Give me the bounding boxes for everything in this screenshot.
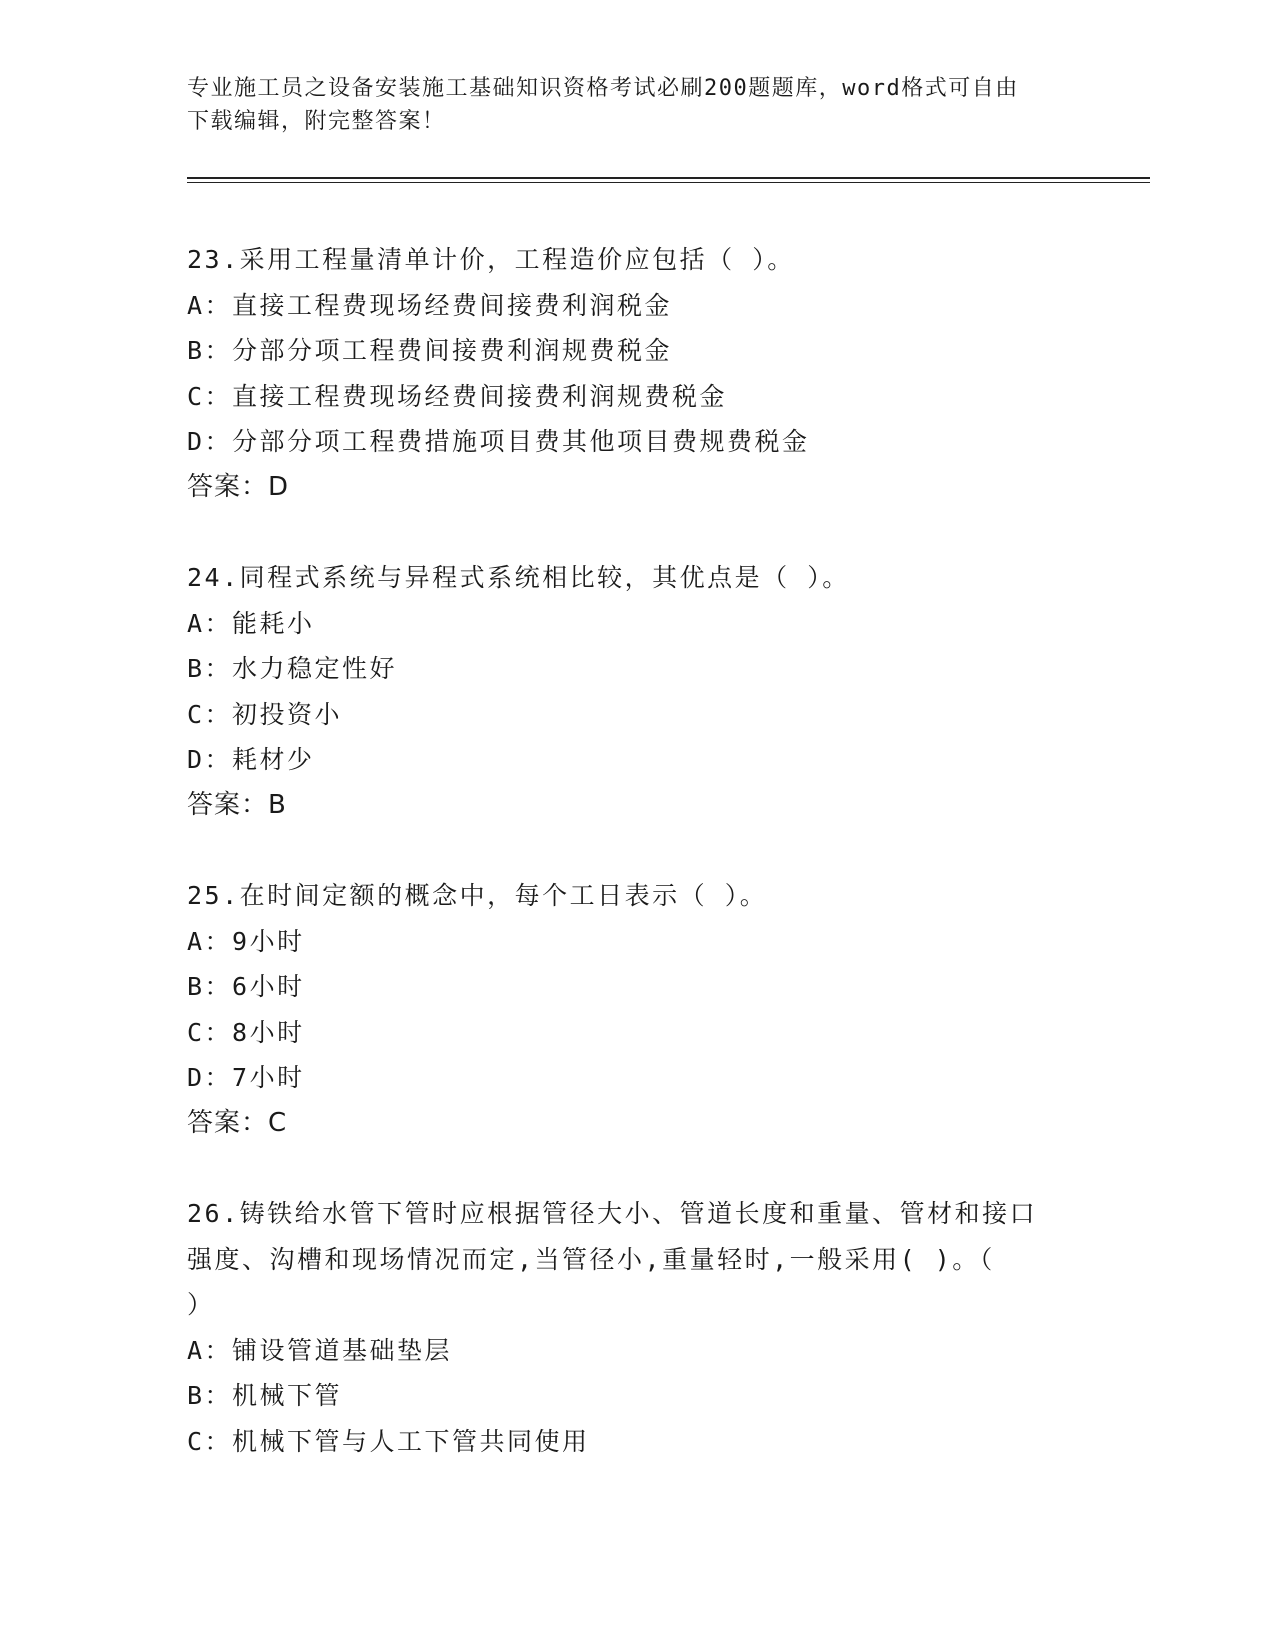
header-divider-thin [187, 182, 1150, 183]
option-b: B：6小时 [187, 972, 305, 1001]
option-c: C：机械下管与人工下管共同使用 [187, 1426, 590, 1456]
question-stem: 25.在时间定额的概念中，每个工日表示（ ）。 [187, 881, 768, 910]
answer: 答案：D [187, 471, 290, 502]
question-stem-line-3: ） [187, 1290, 215, 1319]
answer: 答案：B [187, 789, 287, 820]
option-a: A：能耗小 [187, 608, 315, 638]
header-line-2: 下载编辑，附完整答案！ [187, 109, 446, 134]
answer: 答案：C [187, 1107, 288, 1138]
option-d: D：耗材少 [187, 745, 315, 774]
question-stem: 24.同程式系统与异程式系统相比较，其优点是（ ）。 [187, 563, 850, 592]
question-26 [187, 1191, 1087, 1464]
question-stem: 23.采用工程量清单计价，工程造价应包括（ ）。 [187, 245, 795, 274]
question-23 [187, 237, 1087, 510]
option-a: A：直接工程费现场经费间接费利润税金 [187, 290, 673, 320]
question-24 [187, 555, 1087, 828]
option-b: B：机械下管 [187, 1381, 343, 1410]
option-b: B：分部分项工程费间接费利润规费税金 [187, 336, 673, 365]
option-c: C：8小时 [187, 1017, 305, 1047]
header-line-1: 专业施工员之设备安装施工基础知识资格考试必刷200题题库，word格式可自由 [187, 76, 1019, 101]
question-25 [187, 873, 1087, 1146]
option-a: A：9小时 [187, 926, 305, 956]
option-a: A：铺设管道基础垫层 [187, 1335, 453, 1365]
option-d: D：分部分项工程费措施项目费其他项目费规费税金 [187, 427, 810, 456]
question-stem-line-2: 强度、沟槽和现场情况而定,当管径小,重量轻时,一般采用( )。（ [187, 1244, 995, 1274]
option-d: D：7小时 [187, 1063, 305, 1092]
header-divider-thick [187, 177, 1150, 179]
document-header [187, 72, 1087, 138]
question-stem-line-1: 26.铸铁给水管下管时应根据管径大小、管道长度和重量、管材和接口 [187, 1199, 1038, 1228]
option-c: C：直接工程费现场经费间接费利润规费税金 [187, 381, 728, 411]
option-b: B：水力稳定性好 [187, 654, 398, 683]
option-c: C：初投资小 [187, 699, 343, 729]
